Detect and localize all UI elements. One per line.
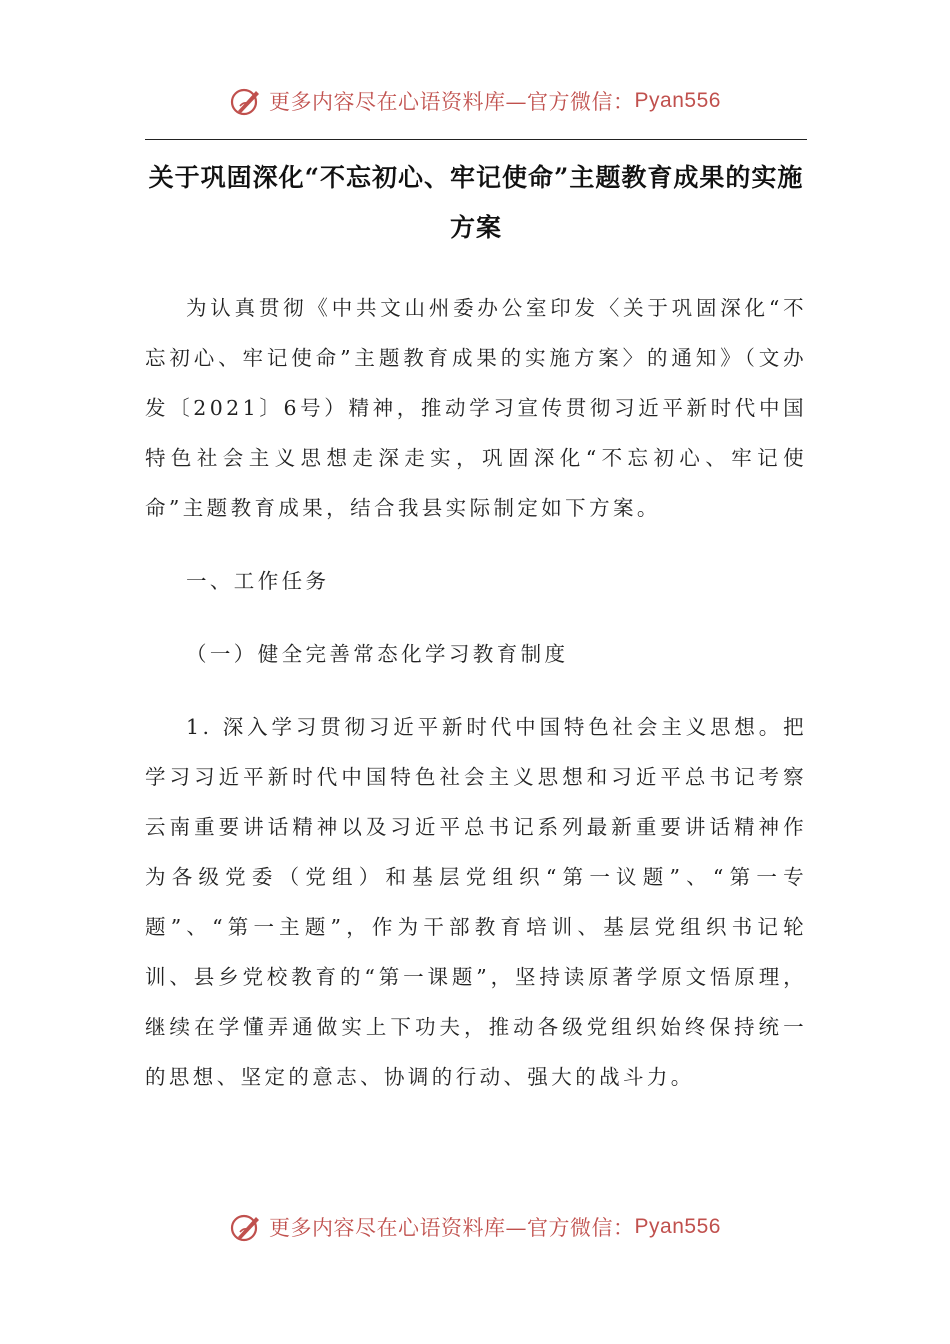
header-watermark bbox=[0, 84, 950, 118]
document-title: 关于巩固深化“不忘初心、牢记使命”主题教育成果的实施方案 bbox=[148, 163, 804, 242]
footer-watermark bbox=[0, 1210, 950, 1244]
pen-logo-icon bbox=[229, 1210, 263, 1244]
subsection-heading: （一）健全完善常态化学习教育制度 bbox=[186, 642, 569, 666]
watermark-text: 更多内容尽在心语资料库—官方微信： bbox=[269, 1216, 635, 1240]
document-body bbox=[145, 283, 807, 1102]
watermark-text: 更多内容尽在心语资料库—官方微信： bbox=[269, 90, 635, 114]
item-paragraph: 1. 深入学习贯彻习近平新时代中国特色社会主义思想。把学习习近平新时代中国特色社会主义思想和习近平总书记考察云南重要讲话精神以及习近平总书记系列最新重要讲话精神作为各级党委（党组）和基层党组织“第一议题”、“第一专题”、“第一主题”，作为干部教育培训、基层党组织书记轮训、县乡党校教育的“第一课题”，坚持读原著学原文悟原理，继续在学懂弄通做实上下功夫，推动各级党组织始终保持统一的思想、坚定的意志、协调的行动、强大的战斗力。 bbox=[145, 715, 807, 1089]
section-heading: 一、工作任务 bbox=[186, 569, 330, 593]
intro-paragraph: 为认真贯彻《中共文山州委办公室印发〈关于巩固深化“不忘初心、牢记使命”主题教育成果的实施方案〉的通知》（文办发〔2021〕6号）精神，推动学习宣传贯彻习近平新时代中国特色社会主义思想走深走实，巩固深化“不忘初心、牢记使命”主题教育成果，结合我县实际制定如下方案。 bbox=[145, 296, 807, 520]
header-divider bbox=[145, 139, 807, 140]
pen-logo-icon bbox=[229, 84, 263, 118]
wechat-id: Pyan556 bbox=[634, 89, 721, 112]
wechat-id: Pyan556 bbox=[634, 1215, 721, 1238]
